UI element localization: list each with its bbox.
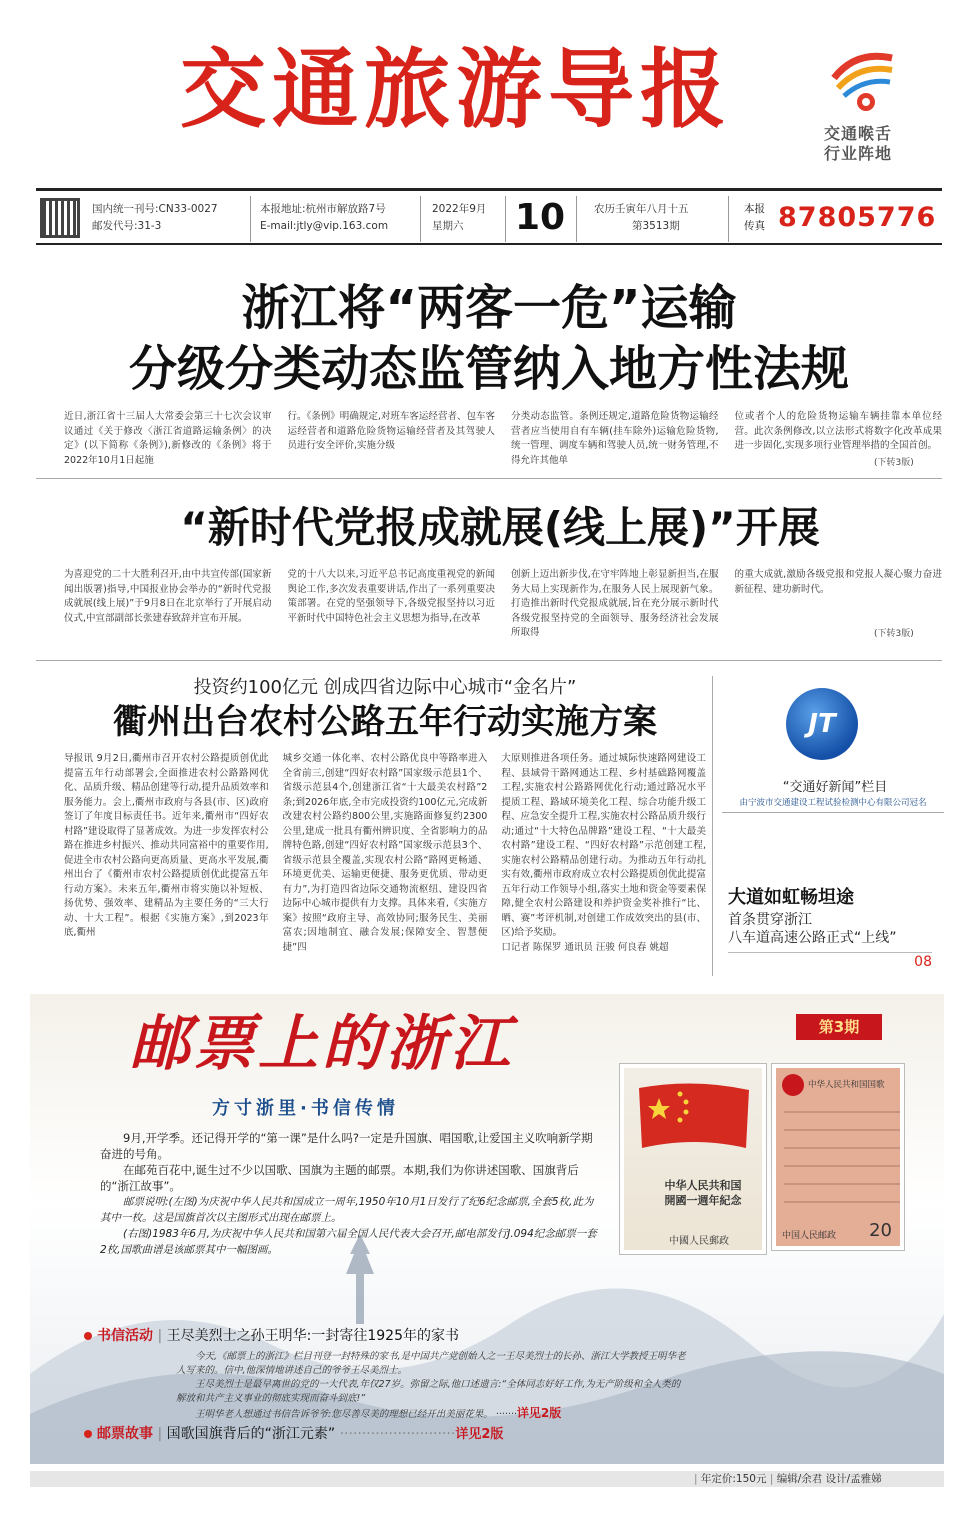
divider	[505, 196, 506, 242]
story2-col: 为喜迎党的二十大胜利召开,由中共宣传部(国家新闻出版署)指导,中国报业协会举办的“新时代党报成就展(线上展)”于9月8日在北京举行了开展启动仪式,中宣部副部长张建春致辞并宣布开展。	[64, 569, 272, 624]
activity-para: 王明华老人想通过书信告诉爷爷:您尽善尽美的理想已经开出美丽花果。 ·······详见2版	[195, 1406, 562, 1420]
story3-title: 衢州出台农村公路五年行动实施方案	[113, 702, 657, 742]
story1-col: 位或者个人的危险货物运输车辆挂靠本单位经营。此次条例修改,以立法形式将数字化改革成果进一步固化,实现多项行业管理举措的全国首创。	[734, 411, 942, 451]
activity-text	[176, 1350, 686, 1422]
story-title[interactable]: 国歌国旗背后的“浙江元素”	[166, 1426, 336, 1442]
activity-label: 书信活动	[97, 1328, 153, 1344]
sidebar-sponsor: 由宁波市交通建设工程试验检测中心有限公司冠名	[739, 798, 927, 808]
fax-label-2: 传真	[744, 220, 765, 232]
fax-label-1: 本报	[744, 203, 765, 215]
story3-kicker: 投资约100亿元 创成四省边际中心城市“金名片”	[193, 677, 577, 698]
stamp-right-value: 20	[869, 1220, 892, 1241]
feature-para: (右图)1983年6月,为庆祝中华人民共和国第六届全国人民代表大会召开,邮电部发行J.094纪念邮票一套2枚,国歌曲谱是该邮票其中一幅图画。	[100, 1228, 597, 1256]
divider	[712, 676, 713, 976]
stamp-national-flag	[620, 1064, 766, 1254]
slogan-line-2: 行业阵地	[823, 144, 892, 163]
story1-body	[64, 410, 942, 468]
story2-col: 的重大成就,激励各级党报和党报人凝心聚力奋进新征程、建功新时代。	[734, 569, 942, 595]
activity-para-text: 王明华老人想通过书信告诉爷爷:您尽善尽美的理想已经开出美丽花果。	[195, 1409, 493, 1420]
divider	[728, 196, 729, 242]
stamp-national-anthem	[772, 1064, 904, 1250]
date-block	[432, 201, 486, 235]
good-news-logo-icon: JT	[786, 688, 858, 760]
story1-title-1: 浙江将“两客一危”运输	[241, 280, 737, 336]
feature-subtitle: 方寸浙里·书信传情	[212, 1098, 399, 1119]
qr-code-icon	[40, 198, 80, 238]
stamp-left-post: 中國人民郵政	[669, 1236, 729, 1247]
story3-body	[64, 752, 706, 984]
divider	[250, 196, 251, 242]
activity-heading: 书信活动 | 王尽美烈士之孙王明华:一封寄往1925年的家书	[84, 1326, 459, 1346]
sidebar-sub-1: 首条贯穿浙江	[728, 912, 812, 928]
fax-label	[744, 201, 765, 235]
divider	[36, 478, 942, 479]
activity-more-link[interactable]: 详见2版	[516, 1406, 562, 1420]
lunar-block	[594, 201, 689, 235]
bullet-icon	[84, 1430, 92, 1438]
activity-para: 今天,《邮票上的浙江》栏目刊登一封特殊的家书,是中国共产党创始人之一王尽美烈士的长孙、浙江大学教授王明华老人写来的。信中,他深情地讲述自己的爷爷王尽美烈士。	[176, 1351, 686, 1376]
activity-para: 王尽美烈士是最早离世的党的一大代表,年仅27岁。弥留之际,他口述遗言:“全体同志好好工作,为无产阶级和全人类的解放和共产主义事业的彻底实现而奋斗到底!”	[176, 1379, 681, 1404]
feature-para: 邮票说明:(左图)为庆祝中华人民共和国成立一周年,1950年10月1日发行了纪6纪念邮票,全套5枚,此为其中一枚。这是国旗首次以主图形式出现在邮票上。	[100, 1196, 594, 1224]
emblem-icon	[782, 1074, 804, 1096]
story3-col-text: 大原则推进各项任务。通过城际快速路网建设工程、县域骨干路网通达工程、乡村基础路网覆盖工程,实施农村公路路网优化行动;通过路况水平提质工程、路域环境美化工程、综合功能升级工程、应急安全提升工程,实施农村公路品质升级行动;通过“十大特色品牌路”建设工程、“十大最美农村路”建设工程、“四好农村路”示范创建工程,实施农村公路精品创建行动。为推动五年行动扎实有效,衢州市政府成立农村公路提质创优此提富五年行动工作领导小组,落实土地和资金等要素保障,健全农村公路建设和养护资金奖补推行“比、晒、赛”考评机制,对创建工作成效突出的县(市、区)给予奖励。	[501, 753, 707, 938]
story3-col: 城乡交通一体化率、农村公路优良中等路率进入全省前三,创建“四好农村路”国家级示范县1个、省级示范县4个,创建浙江省“十大最美农村路”2条;到2026年底,全市完成投资约100亿元,完成新改建农村公路约800公里,实施路面修复约2300公里,建成一批具有衢州辨识度、全省影响力的品牌特色路,创建“四好农村路”国家级示范县3个、省级示范县全覆盖,实现农村公路“路网更畅通、环境更优美、运输更便捷、服务更优质、带动更有力”,为打造四省边际交通物流枢纽、建设四省边际中心城市提供有力支撑。具体来看,《实施方案》按照“政府主导、高效协同;服务民生、美丽富农;因地制宜、融合发展;保障安全、智慧便捷”四	[282, 753, 488, 953]
slogan-line-1: 交通喉舌	[823, 124, 892, 143]
story2-col: 创新上迈出新步伐,在守牢阵地上彰显新担当,在服务大局上实现新作为,在服务人民上展现新气象。打造推出新时代党报成就展,旨在充分展示新时代各级党报坚持党的全面领导、服务经济社会发展所取得	[511, 569, 719, 638]
story1-continued: (下转3版)	[874, 458, 914, 468]
feature-intro	[100, 1130, 600, 1258]
issue-number: 第3513期	[632, 220, 680, 232]
feature-title: 邮票上的浙江	[130, 1009, 514, 1079]
feature-para: 9月,开学季。还记得开学的“第一课”是什么吗?一定是升国旗、唱国歌,让爱国主义吹响新学期奋进的号角。	[100, 1131, 593, 1161]
bullet-icon	[84, 1332, 92, 1340]
lunar-date: 农历壬寅年八月十五	[594, 203, 689, 215]
sidebar-column: “交通好新闻”栏目	[782, 780, 888, 795]
stamp-right-title: 中华人民共和国国歌	[808, 1080, 885, 1090]
top-rule	[36, 188, 942, 191]
story1-col: 行。《条例》明确规定,对班车客运经营者、包车客运经营者和道路危险货物运输经营者及其驾驶人员进行安全评价,实施分级	[287, 411, 495, 451]
story1-col: 分类动态监管。条例还规定,道路危险货物运输经营者应当使用自有车辆(挂车除外)运输危险货物,统一管理、调度车辆和驾驶人员,统一财务管理,不得允许其他单	[511, 411, 719, 466]
story3-col: 导报讯 9月2日,衢州市召开农村公路提质创优此提富五年行动部署会,全面推进农村公路路网优化、品质升级、精品创建等行动,提升品质效率和服务能力。会上,衢州市政府与各县(市、区)政府签订了年度目标责任书。近年来,衢州市“四好农村路”建设取得了显著成效。为进一步发挥农村公路在推进乡村振兴、推动共同富裕中的重要作用,促进全市农村公路向更高质量、更高水平发展,衢州出台了《衢州市农村公路提质创优此提富五年行动方案》。未来五年,衢州市将实施以补短板、扬优势、强效率、建精品为主要任务的“三大行动、十大工程”。根据《实施方案》,到2023年底,衢州	[64, 753, 269, 938]
footer-text: | 年定价:150元 | 编辑/余君 设计/孟雅娣	[694, 1473, 882, 1485]
footer-editor: 编辑/余君 设计/孟雅娣	[776, 1473, 882, 1485]
divider	[576, 196, 577, 242]
address-block	[260, 201, 388, 235]
feature-issue-badge: 第3期	[796, 1014, 882, 1040]
story1-title-2: 分级分类动态监管纳入地方性法规	[128, 341, 849, 397]
address: 本报地址:杭州市解放路7号	[260, 203, 386, 215]
story2-title: “新时代党报成就展(线上展)”开展	[180, 503, 820, 552]
post-code: 邮发代号:31-3	[92, 220, 162, 232]
masthead-title: 交通旅游导报	[180, 39, 732, 140]
story-heading: 邮票故事 | 国歌国旗背后的“浙江元素” ··························详见2版	[84, 1424, 503, 1445]
music-score-icon	[784, 1102, 900, 1218]
masthead-slogan	[798, 124, 918, 164]
divider	[36, 660, 942, 661]
stamp-right-post: 中国人民邮政	[782, 1231, 837, 1241]
sidebar-page: 08	[728, 952, 932, 971]
fax-number: 87805776	[778, 202, 937, 233]
footer-price: 年定价:150元	[700, 1473, 767, 1485]
story2-body	[64, 568, 942, 638]
national-flag-icon	[634, 1078, 754, 1158]
activity-title[interactable]: 王尽美烈士之孙王明华:一封寄往1925年的家书	[166, 1328, 459, 1344]
brand-logo-icon	[826, 48, 902, 114]
feature-para: 在邮苑百花中,诞生过不少以国歌、国旗为主题的邮票。本期,我们为你讲述国歌、国旗背后的“浙江故事”。	[100, 1163, 579, 1193]
story1-col: 近日,浙江省十三届人大常委会第三十七次会议审议通过《关于修改〈浙江省道路运输条例〉的决定》(以下简称《条例》),新修改的《条例》将于2022年10月1日起施	[64, 411, 272, 466]
email: E-mail:jtly@vip.163.com	[260, 220, 389, 232]
story3-col	[501, 752, 706, 984]
stamp-left-text: 中华人民共和国 開國一週年紀念	[664, 1179, 742, 1207]
issn-block	[92, 201, 218, 235]
divider	[420, 196, 421, 242]
story-more-link[interactable]: 详见2版	[455, 1427, 504, 1442]
story3-byline: 口记者 陈保罗 通讯员 汪骏 何良春 姚超	[501, 941, 669, 953]
issn: 国内统一刊号:CN33-0027	[92, 203, 218, 215]
sidebar-sub-2: 八车道高速公路正式“上线”	[728, 930, 897, 946]
story2-continued: (下转3版)	[874, 629, 914, 639]
story-label: 邮票故事	[97, 1426, 153, 1442]
story2-col: 党的十八大以来,习近平总书记高度重视党的新闻舆论工作,多次发表重要讲话,作出了一系列重要决策部署。在党的坚强领导下,各级党报坚持以习近平新时代中国特色社会主义思想为指导,在改革	[287, 569, 495, 624]
divider	[722, 812, 944, 813]
date: 2022年9月	[432, 203, 487, 215]
issue-day: 10	[515, 197, 566, 238]
weekday: 星期六	[432, 220, 464, 232]
sidebar-headline[interactable]: 大道如虹畅坦途	[728, 887, 854, 908]
